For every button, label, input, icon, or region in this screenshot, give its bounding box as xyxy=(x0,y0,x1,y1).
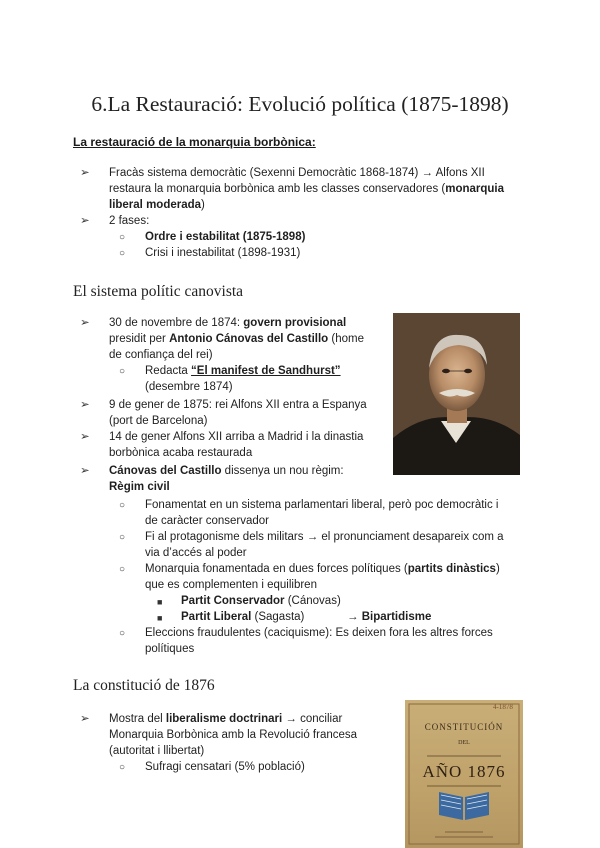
text-line: Cánovas del Castillo dissenya un nou règim: xyxy=(109,465,344,477)
circle-bullet-icon: ○ xyxy=(119,532,126,543)
square-bullet-icon: ■ xyxy=(157,597,163,607)
text-line: Fracàs sistema democràtic (Sexenni Democràtic 1868-1874) → Alfons XII xyxy=(109,167,485,179)
portrait-illustration xyxy=(393,313,520,475)
circle-bullet-icon: ○ xyxy=(119,232,126,243)
arrow-bullet-icon: ➢ xyxy=(80,431,90,443)
text-line: Fi al protagonisme dels militars → el pronunciament desapareix com a xyxy=(145,531,504,543)
arrow-bullet-icon: ➢ xyxy=(80,215,90,227)
text-line: Eleccions fraudulentes (caciquisme): Es deixen fora les altres forces xyxy=(145,627,493,639)
book-title: CONSTITUCIÓN xyxy=(424,722,504,732)
text-line: presidit per Antonio Cánovas del Castillo (home xyxy=(109,333,364,345)
text-line: Monarquia fonamentada en dues forces polítiques (partits dinàstics) xyxy=(145,563,500,575)
text-line: de caràcter conservador xyxy=(145,515,270,527)
arrow-bullet-icon: ➢ xyxy=(80,317,90,329)
text-line: (port de Barcelona) xyxy=(109,415,208,427)
party-item: Partit Conservador (Cánovas) xyxy=(181,595,341,607)
circle-bullet-icon: ○ xyxy=(119,366,126,377)
text-line: de confiança del rei) xyxy=(109,349,213,361)
portrait-canovas-image xyxy=(393,313,520,475)
section-heading-constitucio: La constitució de 1876 xyxy=(73,677,215,694)
text-line: Monarquia Borbònica amb la Revolució francesa xyxy=(109,729,358,741)
text-line: (autoritat i llibertat) xyxy=(109,745,205,757)
text-line: via d’accés al poder xyxy=(145,547,247,559)
book-ornament xyxy=(405,700,523,848)
arrow-bullet-icon: ➢ xyxy=(80,713,90,725)
text-line: 2 fases: xyxy=(109,215,150,227)
arrow-bullet-icon: ➢ xyxy=(80,465,90,477)
text-line: 9 de gener de 1875: rei Alfons XII entra a Espanya xyxy=(109,399,367,411)
text-line: Sufragi censatari (5% població) xyxy=(145,761,305,773)
text-line: polítiques xyxy=(145,643,195,655)
phase-item: Ordre i estabilitat (1875-1898) xyxy=(145,231,306,243)
text-line: liberal moderada) xyxy=(109,199,205,211)
text-line: Règim civil xyxy=(109,481,170,493)
section-heading-canovista: El sistema polític canovista xyxy=(73,283,244,300)
circle-bullet-icon: ○ xyxy=(119,628,126,639)
circle-bullet-icon: ○ xyxy=(119,762,126,773)
text-line: que es complementen i equilibren xyxy=(145,579,317,591)
book-year: AÑO 1876 xyxy=(422,762,506,781)
arrow-bullet-icon: ➢ xyxy=(80,167,90,179)
circle-bullet-icon: ○ xyxy=(119,248,126,259)
text-line: Fonamentat en un sistema parlamentari liberal, però poc democràtic i xyxy=(145,499,499,511)
text-line: 14 de gener Alfons XII arriba a Madrid i la dinastia xyxy=(109,431,364,443)
party-item: Partit Liberal (Sagasta) xyxy=(181,611,305,623)
circle-bullet-icon: ○ xyxy=(119,564,126,575)
square-bullet-icon: ■ xyxy=(157,613,163,623)
book-corner-note: 4-1878 xyxy=(493,703,513,711)
bipartidisme-label: → Bipartidisme xyxy=(347,611,432,623)
text-line: (desembre 1874) xyxy=(145,381,233,393)
constitution-book-image xyxy=(405,700,523,848)
text-line: 30 de novembre de 1874: govern provisional xyxy=(109,317,347,329)
text-line: Mostra del liberalisme doctrinari → conciliar xyxy=(109,713,343,725)
text-line: restaura la monarquia borbònica amb les classes conservadores (monarquia xyxy=(109,183,505,195)
section-heading-restauracio: La restauració de la monarquia borbònica: xyxy=(73,135,316,149)
text-line: borbònica acaba restaurada xyxy=(109,447,253,459)
book-del: DEL xyxy=(458,740,470,746)
phase-item: Crisi i inestabilitat (1898-1931) xyxy=(145,247,301,259)
arrow-bullet-icon: ➢ xyxy=(80,399,90,411)
text-line: Redacta “El manifest de Sandhurst” xyxy=(145,365,341,377)
circle-bullet-icon: ○ xyxy=(119,500,126,511)
page-title: 6.La Restauració: Evolució política (1875-1898) xyxy=(91,92,509,116)
